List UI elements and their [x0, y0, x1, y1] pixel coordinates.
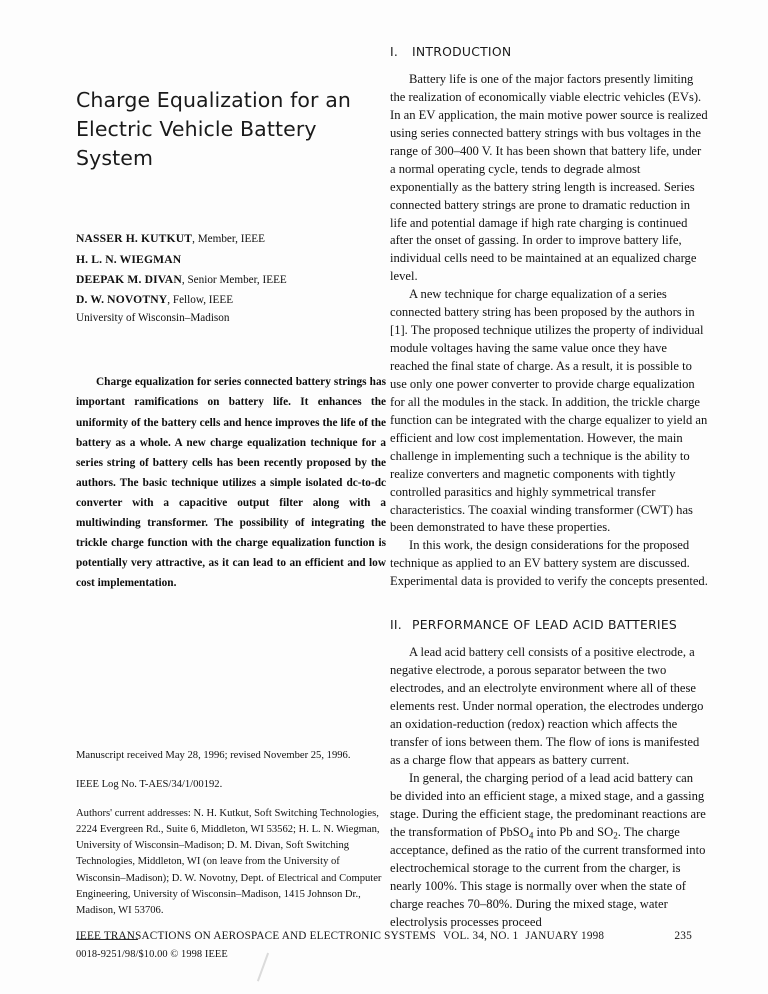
- author-name: NASSER H. KUTKUT: [76, 232, 193, 246]
- title-line-1: Charge Equalization for an: [76, 88, 351, 112]
- section-title: PERFORMANCE OF LEAD ACID BATTERIES: [412, 617, 678, 633]
- author-name: DEEPAK M. DIVAN: [76, 272, 182, 286]
- copyright-line: 0018-9251/98/$10.00 © 1998 IEEE: [76, 948, 228, 960]
- paragraph: In this work, the design considerations for the proposed technique as applied to an EV battery system are discussed. Experimental data is provided to verify the concepts presented.: [390, 538, 708, 589]
- subscript-4: 4: [528, 829, 534, 840]
- author-grade: , Fellow, IEEE: [167, 294, 234, 307]
- paragraph-with-chemical-formula: [390, 770, 708, 932]
- section-heading-performance: [390, 617, 708, 632]
- footer-journal-info: [76, 930, 604, 942]
- page-number: 235: [674, 930, 692, 942]
- footer-date: JANUARY 1998: [525, 930, 605, 942]
- author-addresses-note: Authors' current addresses: N. H. Kutkut, Soft Switching Technologies, 2224 Evergreen Rd., Suite 6, Middleton, WI 53562; H. L. N. Wiegman, University of Wisconsin–Madison; D. M. Divan, Soft Switching Technologies, Middleton, WI (on leave from the University of Wisconsin–Madison); D. W. Novotny, Dept. of Electrical and Computer Engineering, University of Wisconsin–Madison, 1415 Johnson Dr., Madison, WI 53706.: [76, 808, 382, 916]
- subscript-2: 2: [613, 829, 618, 840]
- formula-text-part-2: into Pb and SO: [533, 824, 614, 839]
- author-entry: [76, 290, 386, 310]
- author-grade: , Member, IEEE: [192, 233, 265, 246]
- footer-volume: VOL. 34, NO. 1: [442, 930, 519, 942]
- abstract-text: Charge equalization for series connected battery strings has important ramifications on battery life. It enhances the uniformity of the battery cells and hence improves the life of the battery as a whole. A new charge equalization technique for a series string of battery cells has been recently proposed by the authors. The basic technique utilizes a simple isolated dc-to-dc converter with a capacitive output filter along with a multiwinding transformer. The possibility of integrating the trickle charge function with the charge equalization function is potentially very attractive, as it can lead to an efficient and low cost implementation.: [76, 376, 386, 590]
- author-entry: [76, 250, 386, 270]
- page-title: [76, 44, 386, 173]
- section-heading-introduction: [390, 44, 708, 59]
- footer-journal-name: IEEE TRANSACTIONS ON AEROSPACE AND ELECTRONIC SYSTEMS: [76, 930, 436, 942]
- formula-text-part-3: . The charge acceptance, defined as the ratio of the current transformed into electrochemical storage to the current from the charger, is nearly 100%. This stage is normally over when the state of charge reaches 70–80%. During the mixed stage, water electrolysis processes proceed: [390, 824, 706, 929]
- manuscript-received-note: Manuscript received May 28, 1996; revised November 25, 1996.: [76, 750, 351, 761]
- author-name: H. L. N. WIEGMAN: [76, 252, 182, 266]
- section-title: INTRODUCTION: [412, 44, 512, 59]
- paragraph: A new technique for charge equalization of a series connected battery string has been proposed by the authors in [1]. The proposed technique utilizes the property of individual module voltages having the same value once they have reached the final state of charge. As a result, it is possible to use only one power converter to provide charge equalization for all the modules in the stack. In addition, the trickle charge function can be integrated with the charge equalizer to yield an efficient and low cost implementation. However, the main challenge in implementing such a technique is the ability to realize converters and magnetic components with tightly controlled parasitics and highly symmetrical transfer characteristics. The coaxial winding transformer (CWT) has been demonstrated to have these properties.: [390, 287, 708, 535]
- page-footer: [76, 930, 692, 942]
- author-grade: , Senior Member, IEEE: [181, 273, 287, 286]
- author-name: D. W. NOVOTNY: [76, 293, 168, 307]
- title-line-2: Electric Vehicle Battery System: [76, 117, 317, 171]
- section-number: I.: [390, 44, 399, 59]
- author-block: [76, 229, 386, 328]
- ieee-log-note: IEEE Log No. T-AES/34/1/00192.: [76, 779, 223, 791]
- paragraph: Battery life is one of the major factors presently limiting the realization of economically viable electric vehicles (EVs). In an EV application, the main motive power source is realized using series connected battery strings with bus voltages in the range of 300–400 V. It has been shown that battery life, under a normal operating cycle, tends to degrade almost exponentially as the battery string length is increased. Series connected battery strings are prone to dramatic reduction in life and potential damage if high rate charging is continued after the onset of gassing. In order to improve battery life, individual cells need to be maintained at an equalized charge level.: [390, 72, 708, 284]
- author-entry: [76, 270, 386, 290]
- author-entry: [76, 229, 386, 249]
- right-column: [390, 44, 708, 929]
- formula-text-part-1: In general, the charging period of a lead acid battery can be divided into an efficient stage, a mixed stage, and a gassing stage. During the efficient stage, the predominant reactions are the transformation of PbSO: [390, 770, 706, 839]
- author-affiliation: University of Wisconsin–Madison: [76, 312, 230, 325]
- paragraph: A lead acid battery cell consists of a positive electrode, a negative electrode, a porous separator between the two electrodes, and an electrolyte environment where all of these elements rest. Under normal operation, the electrodes undergo an oxidation-reduction (redox) reaction which affects the transfer of ions between them. The flow of ions is manifested as a charge flow that appears as battery current.: [390, 645, 704, 767]
- section-number: II.: [390, 617, 402, 633]
